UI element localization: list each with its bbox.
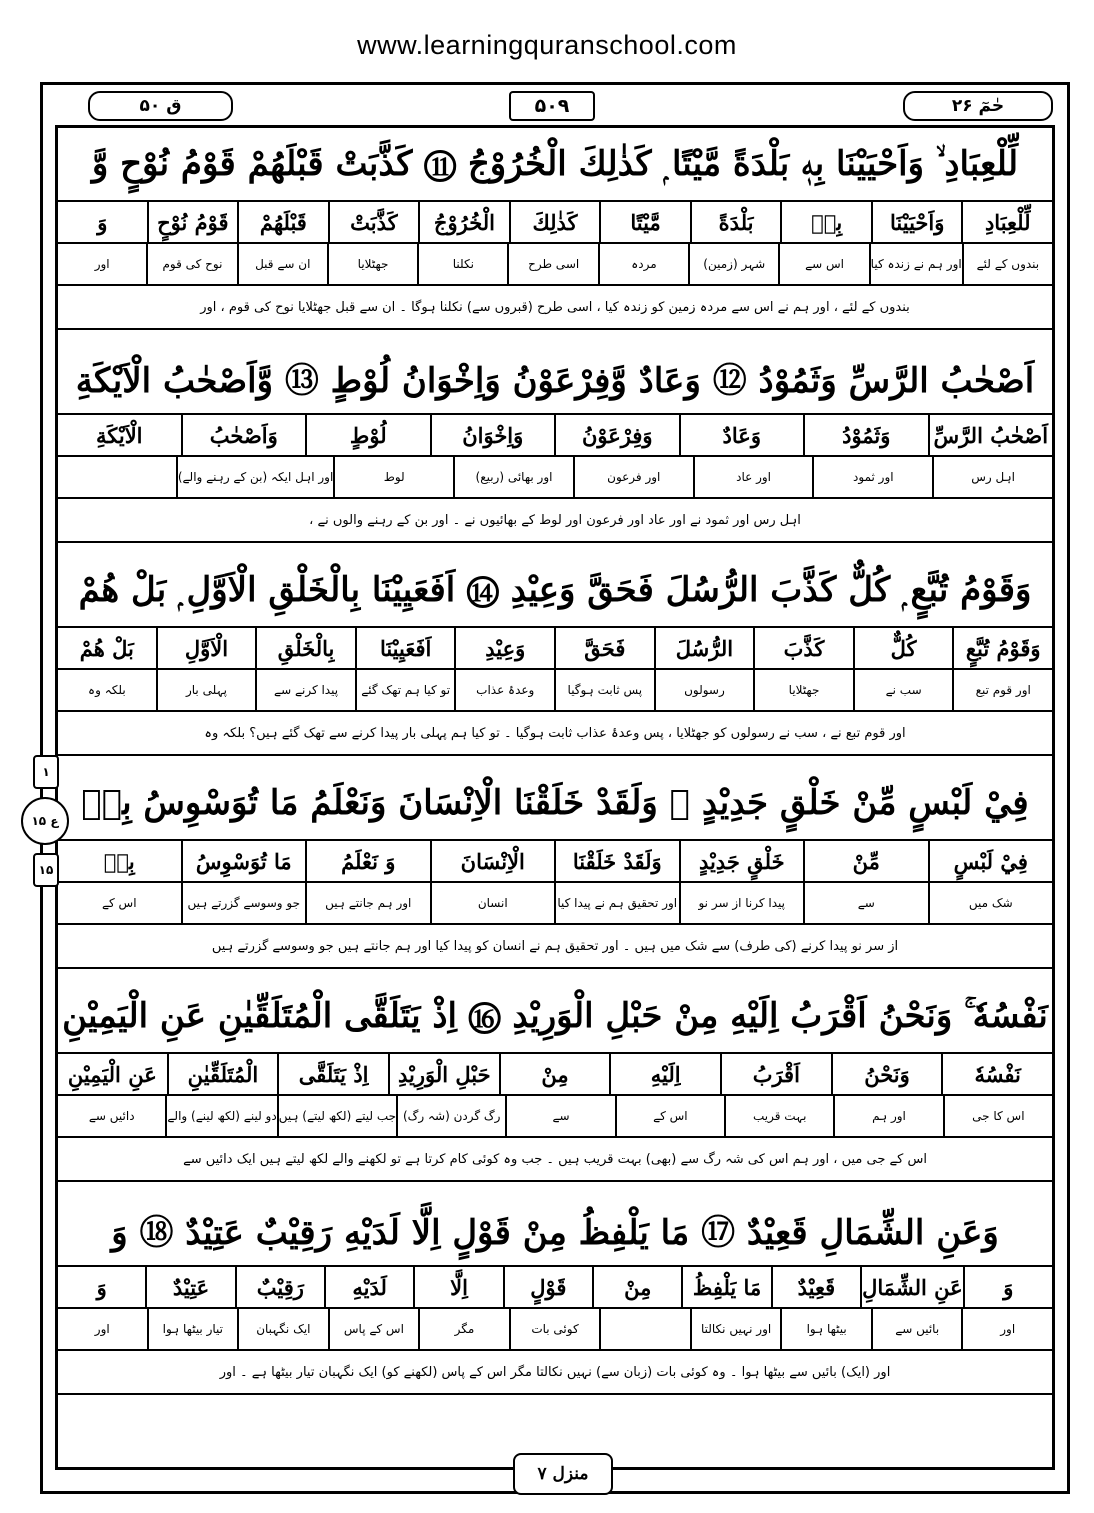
arabic-word: اِذْ يَتَلَقَّى xyxy=(277,1054,388,1094)
arabic-word: الْاَيْكَةِ xyxy=(96,422,143,448)
arabic-verse: نَفْسُهٗ ۚ وَنَحْنُ اَقْرَبُ اِلَيْهِ مِنْ حَبْلِ الْوَرِيْدِ ⑯ اِذْ يَتَلَقَّى الْمُتَلَقِّيٰنِ عَنِ الْيَمِيْنِ xyxy=(58,980,1052,1054)
arabic-word: بِهٖ xyxy=(780,202,871,242)
word-row xyxy=(58,202,1052,244)
verse-block xyxy=(58,1193,1052,1395)
arabic-word: اَقْرَبُ xyxy=(720,1054,831,1094)
manzil-badge: منزل ۷ xyxy=(513,1453,613,1495)
word-meaning: بندوں کے لئے xyxy=(962,244,1052,284)
word-meaning xyxy=(58,457,176,497)
arabic-word: وَ xyxy=(96,1274,107,1300)
arabic-word: رَقِيْبٌ xyxy=(235,1267,324,1307)
word-meaning: ایک نگہبان xyxy=(237,1309,328,1349)
arabic-word: بِالْخَلْقِ xyxy=(255,628,355,668)
word-row xyxy=(58,415,1052,457)
word-meaning: بہت قریب xyxy=(724,1096,833,1136)
word-meaning: اس کے پاس xyxy=(328,1309,419,1349)
arabic-word: مَا تُوَسْوِسُ xyxy=(181,841,306,881)
ruku-marker: ع ۱۵ xyxy=(21,797,69,845)
word-meaning: کوئی بات xyxy=(509,1309,600,1349)
word-meaning: پیدا کرنا از سر نو xyxy=(679,883,804,923)
arabic-word: كَذٰلِكَ xyxy=(509,202,600,242)
arabic-word: مَّيْتًا xyxy=(599,202,690,242)
arabic-word: بَلْدَةً xyxy=(690,202,781,242)
word-row xyxy=(58,628,1052,670)
word-meaning: اور xyxy=(94,1322,110,1336)
word-meaning: نوح کی قوم xyxy=(146,244,236,284)
word-meaning: اور xyxy=(961,1309,1052,1349)
arabic-word: مَا يَلْفِظُ xyxy=(681,1267,770,1307)
word-meaning: سے xyxy=(505,1096,614,1136)
meaning-row xyxy=(58,244,1052,286)
arabic-word: كَذَّبَ xyxy=(753,628,853,668)
verse-block xyxy=(58,341,1052,543)
arabic-verse: لِّلْعِبَادِ ۙ وَاَحْيَيْنَا بِهٖ بَلْدَةً مَّيْتًا ۭ كَذٰلِكَ الْخُرُوْجُ ⑪ كَذَّبَتْ قَبْلَهُمْ قَوْمُ نُوْحٍ وَّ xyxy=(58,128,1052,202)
arabic-word: اَصْحٰبُ الرَّسِّ xyxy=(928,415,1053,455)
arabic-verse: فِيْ لَبْسٍ مِّنْ خَلْقٍ جَدِيْدٍ ⑮ وَلَقَدْ خَلَقْنَا الْاِنْسَانَ وَنَعْلَمُ مَا تُوَسْوِسُ بِهٖ xyxy=(58,767,1052,841)
arabic-word: حَبْلِ الْوَرِيْدِ xyxy=(388,1054,499,1094)
word-meaning: سب نے xyxy=(853,670,953,710)
verse-block xyxy=(58,554,1052,756)
urdu-translation: اس کے جی میں ، اور ہم اس کی شہ رگ سے (بھی) بہت قریب ہیں ۔ جب وہ کوئی کام کرتا ہے تو لکھنے والے لکھ لیتے ہیں ایک دائیں سے xyxy=(58,1138,1052,1182)
arabic-word: مِنْ xyxy=(499,1054,610,1094)
surah-label: ق ۵۰ xyxy=(88,91,233,121)
arabic-word: عَتِيْدٌ xyxy=(145,1267,234,1307)
side-marker-top: ۱ xyxy=(33,755,59,789)
urdu-translation: از سر نو پیدا کرنے (کی طرف) سے شک میں ہیں ۔ اور تحقیق ہم نے انسان کو پیدا کیا اور ہم جانتے ہیں جو وسوسے گزرتے ہیں xyxy=(58,925,1052,969)
word-meaning: اس کے xyxy=(101,896,137,910)
side-marker-bottom: ۱۵ xyxy=(33,853,59,887)
word-meaning: بلکہ وہ xyxy=(88,683,126,697)
arabic-word: نَفْسُهٗ xyxy=(941,1054,1052,1094)
word-meaning: پہلی بار xyxy=(156,670,256,710)
arabic-word: وَعِيْدِ xyxy=(454,628,554,668)
word-meaning: ان سے قبل xyxy=(237,244,327,284)
word-meaning xyxy=(599,1309,690,1349)
word-meaning: شک میں xyxy=(928,883,1053,923)
site-url: www.learningquranschool.com xyxy=(357,30,737,60)
urdu-translation: اور (ایک) بائیں سے بیٹھا ہوا ۔ وہ کوئی بات (زبان سے) نہیں نکالتا مگر اس کے پاس (لکھنے کو) ایک نگہبان تیار بیٹھا ہے ۔ اور xyxy=(58,1351,1052,1395)
verse-block xyxy=(58,980,1052,1182)
word-meaning: اور عاد xyxy=(693,457,813,497)
word-meaning: شہر (زمین) xyxy=(688,244,778,284)
arabic-word: كَذَّبَتْ xyxy=(328,202,419,242)
word-meaning: دو لینے (لکھ لینے) والے xyxy=(165,1096,276,1136)
arabic-word: اِلَيْهِ xyxy=(609,1054,720,1094)
juz-label: حٰمٓ ۲۶ xyxy=(903,91,1053,121)
word-row xyxy=(58,841,1052,883)
arabic-word: لِّلْعِبَادِ xyxy=(961,202,1052,242)
arabic-word: خَلْقٍ جَدِيْدٍ xyxy=(679,841,804,881)
arabic-word: الْاِنْسَانَ xyxy=(430,841,555,881)
word-row xyxy=(58,1267,1052,1309)
word-meaning: پس ثابت ہوگیا xyxy=(554,670,654,710)
arabic-word: الْمُتَلَقِّيٰنِ xyxy=(167,1054,278,1094)
urdu-translation: اہل رس اور ثمود نے اور عاد اور فرعون اور لوط کے بھائیوں نے ۔ اور بن کے رہنے والوں نے ، xyxy=(58,499,1052,543)
verse-block xyxy=(58,128,1052,330)
word-meaning: پیدا کرنے سے xyxy=(255,670,355,710)
arabic-word: وَلَقَدْ خَلَقْنَا xyxy=(554,841,679,881)
word-meaning: وعدۂ عذاب xyxy=(454,670,554,710)
word-row xyxy=(58,1054,1052,1096)
word-meaning: اس کا جی xyxy=(943,1096,1052,1136)
word-meaning: اور xyxy=(94,257,110,271)
arabic-word: وَ xyxy=(963,1267,1052,1307)
word-meaning: اور ثمود xyxy=(812,457,932,497)
word-meaning: تیار بیٹھا ہوا xyxy=(147,1309,238,1349)
arabic-word: فِيْ لَبْسٍ xyxy=(928,841,1053,881)
word-meaning: اور ہم xyxy=(833,1096,942,1136)
arabic-word: قَوْمُ نُوْحٍ xyxy=(147,202,238,242)
meaning-row xyxy=(58,1309,1052,1351)
arabic-word: الرُّسُلَ xyxy=(654,628,754,668)
word-meaning: جھٹلایا xyxy=(753,670,853,710)
arabic-word: وَعَادٌ xyxy=(679,415,804,455)
word-meaning: اور قوم تبع xyxy=(952,670,1052,710)
word-meaning: رگ گردن (شہ رگ) xyxy=(396,1096,505,1136)
arabic-word: وَاَحْيَيْنَا xyxy=(871,202,962,242)
arabic-word: وَقَوْمُ تُبَّعٍ xyxy=(952,628,1052,668)
word-meaning: بائیں سے xyxy=(871,1309,962,1349)
word-meaning: اور فرعون xyxy=(573,457,693,497)
arabic-word: مِّنْ xyxy=(803,841,928,881)
arabic-word: الْاَوَّلِ xyxy=(156,628,256,668)
outer-page-frame xyxy=(31,82,1070,1494)
arabic-word: فَحَقَّ xyxy=(554,628,654,668)
arabic-word: لَدَيْهِ xyxy=(324,1267,413,1307)
word-meaning: اسی طرح xyxy=(507,244,597,284)
word-meaning: مردہ xyxy=(598,244,688,284)
word-meaning: تو کیا ہم تھک گئے xyxy=(355,670,455,710)
arabic-word: وَثَمُوْدُ xyxy=(803,415,928,455)
arabic-verse: وَقَوْمُ تُبَّعٍ ۭ كُلٌّ كَذَّبَ الرُّسُلَ فَحَقَّ وَعِيْدِ ⑭ اَفَعَيِيْنَا بِالْخَلْقِ الْاَوَّلِ ۭ بَلْ هُمْ xyxy=(58,554,1052,628)
arabic-word: وَفِرْعَوْنُ xyxy=(554,415,679,455)
word-meaning: انسان xyxy=(430,883,555,923)
meaning-row xyxy=(58,670,1052,712)
arabic-word: الْخُرُوْجُ xyxy=(418,202,509,242)
word-meaning: دائیں سے xyxy=(88,1109,135,1123)
page-number: ۵۰۹ xyxy=(509,91,595,121)
arabic-word: عَنِ الْيَمِيْنِ xyxy=(67,1061,157,1087)
arabic-word: وَ xyxy=(97,209,108,235)
urdu-translation: اور قوم تبع نے ، سب نے رسولوں کو جھٹلایا ، پس وعدۂ عذاب ثابت ہوگیا ۔ تو کیا ہم پہلی بار پیدا کرنے سے تھک گئے ہیں؟ بلکہ وہ xyxy=(58,712,1052,756)
arabic-verse: اَصْحٰبُ الرَّسِّ وَثَمُوْدُ ⑫ وَعَادٌ وَّفِرْعَوْنُ وَاِخْوَانُ لُوْطٍ ⑬ وَّاَصْحٰبُ الْاَيْكَةِ xyxy=(58,341,1052,415)
arabic-word: بِهٖ xyxy=(103,848,135,874)
arabic-word: وَاِخْوَانُ xyxy=(430,415,555,455)
word-meaning: اس کے xyxy=(615,1096,724,1136)
word-meaning: رسولوں xyxy=(654,670,754,710)
inner-page-frame xyxy=(55,125,1055,1484)
word-meaning: اور بھائی (ربیع) xyxy=(453,457,573,497)
word-meaning: نکلنا xyxy=(417,244,507,284)
arabic-verse: وَعَنِ الشِّمَالِ قَعِيْدٌ ⑰ مَا يَلْفِظُ مِنْ قَوْلٍ اِلَّا لَدَيْهِ رَقِيْبٌ عَتِيْدٌ ⑱ وَ xyxy=(58,1193,1052,1267)
urdu-translation: بندوں کے لئے ، اور ہم نے اس سے مردہ زمین کو زندہ کیا ، اسی طرح (قبروں سے) نکلنا ہوگا ۔ ان سے قبل جھٹلایا نوح کی قوم ، اور xyxy=(58,286,1052,330)
word-meaning: لوط xyxy=(333,457,453,497)
arabic-word: قَعِيْدٌ xyxy=(771,1267,860,1307)
meaning-row xyxy=(58,883,1052,925)
word-meaning: اور ہم نے زندہ کیا xyxy=(869,244,962,284)
word-meaning: سے xyxy=(803,883,928,923)
arabic-word: اَفَعَيِيْنَا xyxy=(355,628,455,668)
arabic-word: وَ نَعْلَمُ xyxy=(305,841,430,881)
arabic-word: قَبْلَهُمْ xyxy=(237,202,328,242)
word-meaning: بیٹھا ہوا xyxy=(780,1309,871,1349)
verse-block xyxy=(58,767,1052,969)
meaning-row xyxy=(58,1096,1052,1138)
arabic-word: قَوْلٍ xyxy=(503,1267,592,1307)
arabic-word: مِنْ xyxy=(592,1267,681,1307)
arabic-word: اِلَّا xyxy=(413,1267,502,1307)
word-meaning: جب لیتے (لکھ لیتے) ہیں xyxy=(277,1096,396,1136)
word-meaning: اور تحقیق ہم نے پیدا کیا xyxy=(554,883,679,923)
arabic-word: وَنَحْنُ xyxy=(831,1054,942,1094)
word-meaning: جھٹلایا xyxy=(327,244,417,284)
arabic-word: وَاَصْحٰبُ xyxy=(181,415,306,455)
word-meaning: اہل رس xyxy=(932,457,1052,497)
arabic-word: لُوْطٍ xyxy=(305,415,430,455)
word-meaning: جو وسوسے گزرتے ہیں xyxy=(181,883,306,923)
meaning-row xyxy=(58,457,1052,499)
arabic-word: عَنِ الشِّمَالِ xyxy=(860,1267,963,1307)
arabic-word: بَلْ هُمْ xyxy=(79,635,134,661)
word-meaning: اور ہم جانتے ہیں xyxy=(305,883,430,923)
word-meaning: اور اہل ایکہ (بن کے رہنے والے) xyxy=(176,457,333,497)
word-meaning: مگر xyxy=(418,1309,509,1349)
word-meaning: اور نہیں نکالتا xyxy=(690,1309,781,1349)
arabic-word: كُلٌّ xyxy=(853,628,953,668)
word-meaning: اس سے xyxy=(778,244,868,284)
